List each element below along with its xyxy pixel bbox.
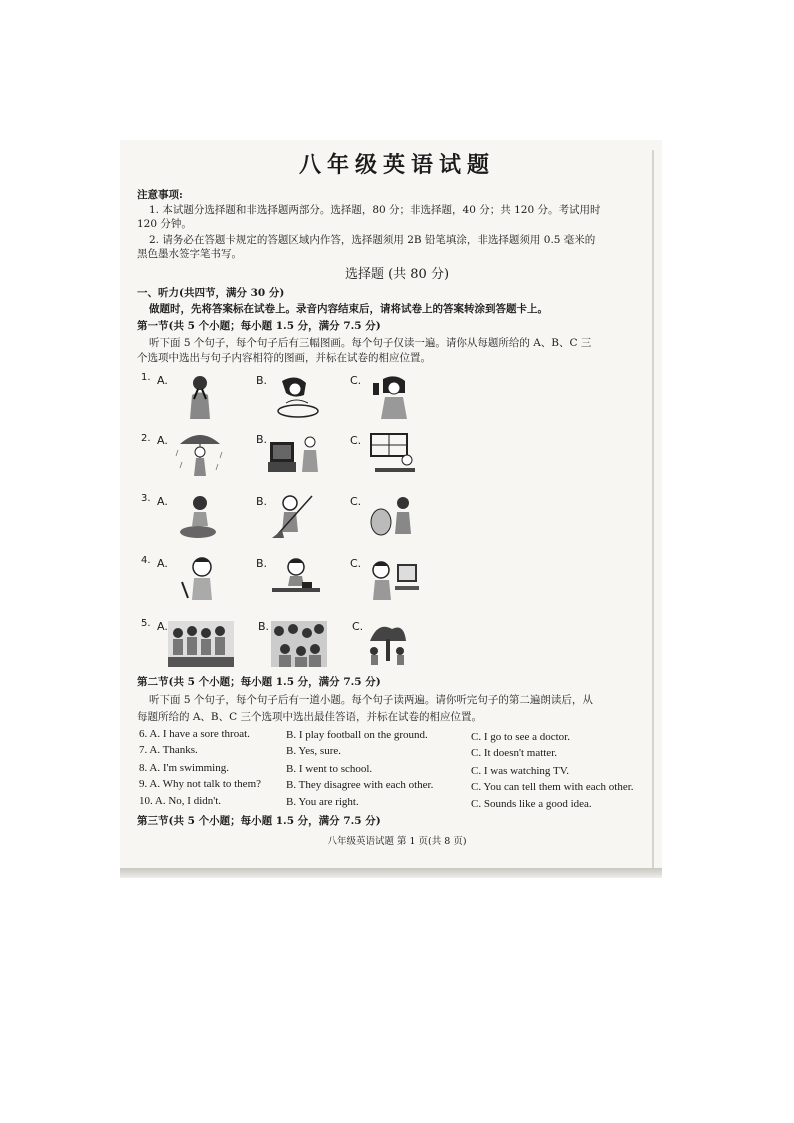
q9-option-a: 9. A. Why not talk to them?	[139, 778, 262, 790]
girl-in-rain-icon	[172, 430, 228, 476]
person-on-phone-icon	[365, 373, 421, 419]
option-a-label: A.	[157, 495, 168, 508]
sheet-edge	[652, 150, 654, 870]
option-b-label: B.	[258, 620, 270, 633]
listening-heading: 一、听力(共四节，满分 30 分)	[137, 287, 285, 299]
option-b-label: B.	[256, 374, 268, 387]
part2-heading: 第二节(共 5 个小题；每小题 1.5 分，满分 7.5 分)	[137, 676, 381, 688]
part2-intro-line-1: 听下面 5 个句子，每个句子后有一道小题。每个句子读两遍。请你听完句子的第二遍朗读后，从	[149, 694, 593, 706]
notes-item-2-line-1: 2. 请务必在答题卡规定的答题区域内作答，选择题须用 2B 铅笔填涂，非选择题须用 0.5 毫米的	[149, 234, 596, 246]
q10-option-a: 10. A. No, I didn't.	[139, 795, 222, 807]
part1-intro-line-1: 听下面 5 个句子，每个句子后有三幅图画。每个句子仅读一遍。请你从每题所给的 A、B、C 三	[149, 337, 592, 349]
part1-heading: 第一节(共 5 个小题；每小题 1.5 分，满分 7.5 分)	[137, 320, 381, 332]
part1-intro-line-2: 个选项中选出与句子内容相符的图画，并标在试卷的相应位置。	[137, 352, 431, 364]
option-c-label: C.	[352, 620, 364, 633]
q7-option-b: B. Yes, sure.	[286, 745, 342, 757]
boy-at-computer-icon	[365, 556, 421, 602]
option-b-label: B.	[256, 557, 268, 570]
option-a-label: A.	[157, 557, 168, 570]
q7-option-c: C. It doesn't matter.	[471, 747, 557, 759]
part2-intro-line-2: 每题所给的 A、B、C 三个选项中选出最佳答语，并标在试卷的相应位置。	[137, 711, 483, 723]
part3-heading: 第三节(共 5 个小题；每小题 1.5 分，满分 7.5 分)	[137, 815, 381, 827]
notes-heading: 注意事项:	[137, 189, 183, 201]
q8-option-a: 8. A. I'm swimming.	[139, 762, 229, 774]
q6-option-a: 6. A. I have a sore throat.	[139, 728, 250, 740]
q6-option-c: C. I go to see a doctor.	[471, 731, 570, 743]
question-number: 2.	[141, 433, 151, 444]
q6-option-b: B. I play football on the ground.	[286, 729, 428, 741]
page-title: 八年级英语试题	[298, 152, 495, 178]
boy-at-window-desk-icon	[365, 430, 421, 476]
notes-item-1-line-1: 1. 本试题分选择题和非选择题两部分。选择题，80 分；非选择题，40 分；共 120 分。考试用时	[149, 204, 601, 216]
children-by-tree-icon	[364, 621, 412, 667]
q8-option-c: C. I was watching TV.	[471, 765, 569, 777]
q10-option-c: C. Sounds like a good idea.	[471, 798, 592, 810]
option-c-label: C.	[350, 374, 362, 387]
crowd-scene-icon	[271, 621, 327, 667]
person-watching-tv-icon	[268, 430, 324, 476]
question-number: 4.	[141, 555, 151, 566]
option-b-label: B.	[256, 433, 268, 446]
boy-writing-icon	[172, 556, 228, 602]
option-c-label: C.	[350, 557, 362, 570]
section-title: 选择题 (共 80 分)	[344, 267, 450, 282]
q9-option-c: C. You can tell them with each other.	[471, 781, 634, 793]
boy-taking-out-trash-icon	[365, 494, 421, 540]
boy-washing-dishes-icon	[172, 494, 228, 540]
group-of-students-icon	[168, 621, 234, 667]
notes-item-2-line-2: 黑色墨水签字笔书写。	[137, 248, 242, 260]
notes-item-1-line-2: 120 分钟。	[137, 218, 192, 230]
q8-option-b: B. I went to school.	[286, 763, 373, 775]
option-c-label: C.	[350, 434, 362, 447]
girl-washing-face-icon	[268, 373, 324, 419]
page-footer: 八年级英语试题 第 1 页(共 8 页)	[327, 836, 467, 847]
option-b-label: B.	[256, 495, 268, 508]
q9-option-b: B. They disagree with each other.	[286, 779, 434, 791]
boy-at-desk-phone-icon	[268, 556, 324, 602]
option-a-label: A.	[157, 374, 168, 387]
boy-sweeping-icon	[268, 494, 324, 540]
question-number: 5.	[141, 618, 151, 629]
person-sore-throat-icon	[172, 373, 228, 419]
q10-option-b: B. You are right.	[286, 796, 359, 808]
sheet-bottom-edge	[120, 868, 662, 878]
q7-option-a: 7. A. Thanks.	[139, 744, 198, 756]
question-number: 3.	[141, 493, 151, 504]
option-a-label: A.	[157, 620, 168, 633]
question-number: 1.	[141, 372, 151, 383]
option-a-label: A.	[157, 434, 168, 447]
listening-instruction: 做题时，先将答案标在试卷上。录音内容结束后，请将试卷上的答案转涂到答题卡上。	[149, 303, 548, 315]
option-c-label: C.	[350, 495, 362, 508]
